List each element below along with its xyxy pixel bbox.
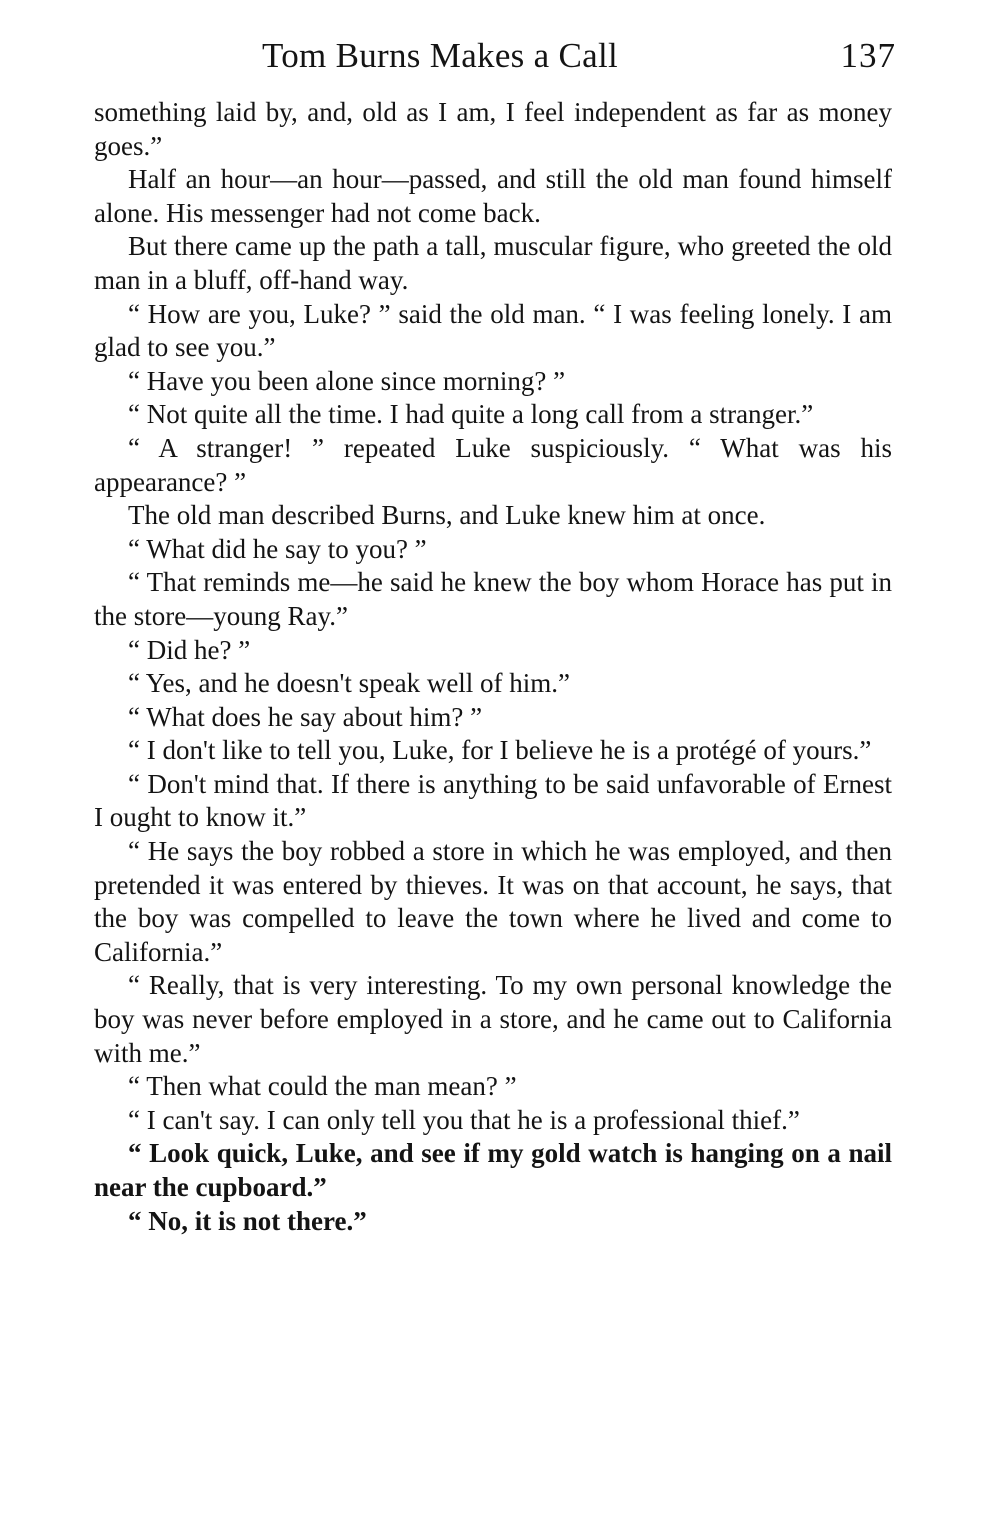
dialogue-paragraph: “ Then what could the man mean? ” <box>128 1071 517 1102</box>
dialogue-paragraph: “ He says the boy robbed a store in which he was employed, and then pretended it was entered by thieves. It was on that account, he says, that the boy was compelled to leave the town where he lived and come to California.” <box>94 836 892 967</box>
dialogue-paragraph: “ Have you been alone since morning? ” <box>128 365 566 396</box>
dialogue-paragraph: “ Not quite all the time. I had quite a long call from a stranger.” <box>128 399 814 430</box>
dialogue-paragraph: “ No, it is not there.” <box>128 1205 367 1236</box>
dialogue-paragraph: “ How are you, Luke? ” said the old man. “ I was feeling lonely. I am glad to see you.” <box>94 298 892 363</box>
dialogue-paragraph: “ Did he? ” <box>128 634 251 665</box>
dialogue-paragraph: “ I don't like to tell you, Luke, for I believe he is a protégé of yours.” <box>128 735 872 766</box>
dialogue-paragraph: “ What does he say about him? ” <box>128 701 483 732</box>
page-header <box>94 32 896 82</box>
dialogue-paragraph: “ That reminds me—he said he knew the boy whom Horace has put in the store—young Ray.” <box>94 567 892 631</box>
body-text <box>94 96 892 1238</box>
running-title: Tom Burns Makes a Call <box>262 36 619 75</box>
dialogue-paragraph: “ What did he say to you? ” <box>128 533 427 564</box>
page-number: 137 <box>840 36 896 75</box>
paragraph: But there came up the path a tall, muscular figure, who greeted the old man in a bluff, off-hand way. <box>94 231 892 295</box>
paragraph: Half an hour—an hour—passed, and still the old man found himself alone. His messenger had not come back. <box>94 164 892 228</box>
paragraph: The old man described Burns, and Luke knew him at once. <box>128 500 766 531</box>
paragraph-continued: something laid by, and, old as I am, I feel independent as far as money goes.” <box>94 97 892 161</box>
dialogue-paragraph: “ Yes, and he doesn't speak well of him.” <box>128 668 571 699</box>
dialogue-paragraph: “ Look quick, Luke, and see if my gold watch is hanging on a nail near the cupboard.” <box>94 1138 892 1202</box>
dialogue-paragraph: “ Really, that is very interesting. To my own personal knowledge the boy was never before employed in a store, and he came out to California with me.” <box>94 970 892 1068</box>
dialogue-paragraph: “ I can't say. I can only tell you that he is a professional thief.” <box>128 1104 800 1135</box>
dialogue-paragraph: “ A stranger! ” repeated Luke suspiciously. “ What was his appearance? ” <box>94 432 892 497</box>
dialogue-paragraph: “ Don't mind that. If there is anything to be said unfavorable of Ernest I ought to know it.” <box>94 768 892 833</box>
